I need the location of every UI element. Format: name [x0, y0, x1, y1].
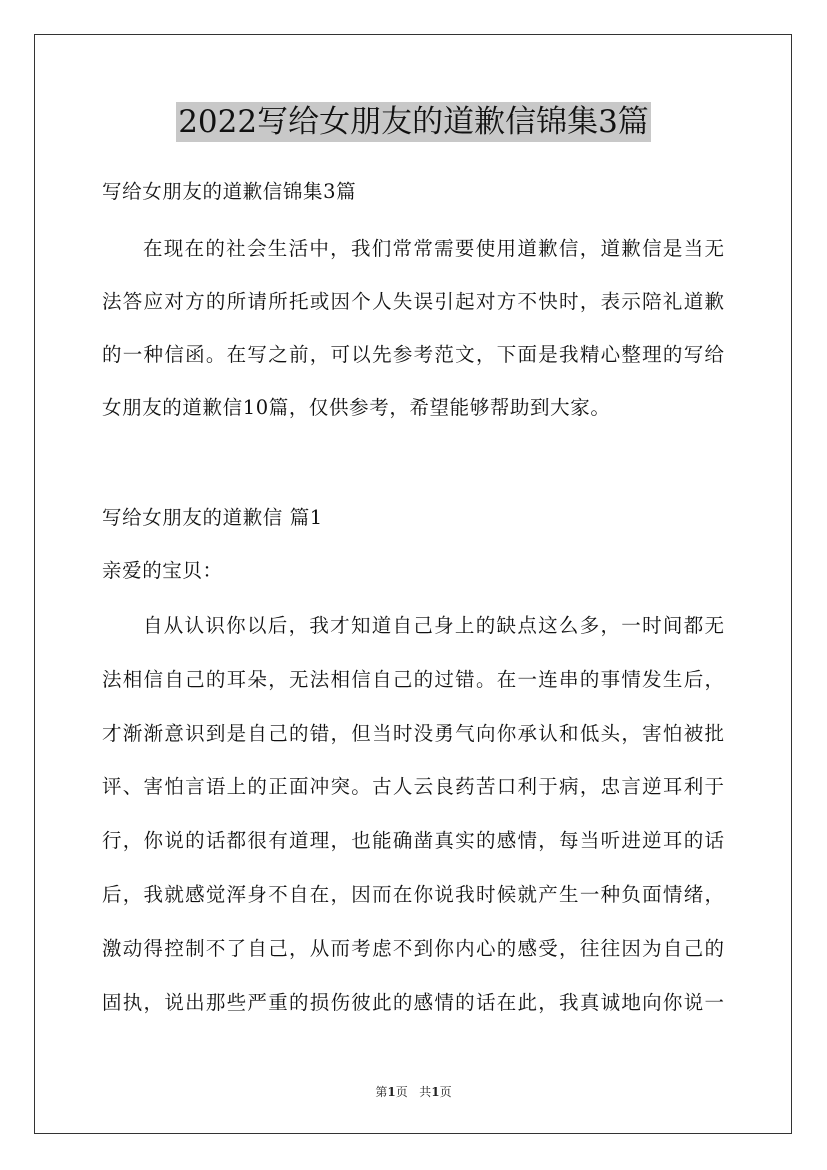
total-prefix: 共	[419, 1085, 432, 1099]
body-line-5: 行，你说的话都很有道理，也能确凿真实的感情，每当听进逆耳的话	[102, 829, 724, 852]
total-suffix: 页	[439, 1085, 452, 1099]
page-prefix: 第	[375, 1085, 388, 1099]
document-subtitle: 写给女朋友的道歉信锦集3篇	[102, 180, 357, 203]
intro-line-2: 法答应对方的所请所托或因个人失误引起对方不快时，表示陪礼道歉	[102, 290, 724, 313]
body-line-4: 评、害怕言语上的正面冲突。古人云良药苦口利于病，忠言逆耳利于	[102, 775, 724, 798]
body-line-7: 激动得控制不了自己，从而考虑不到你内心的感受，往往因为自己的	[102, 937, 724, 960]
section-heading: 写给女朋友的道歉信 篇1	[102, 506, 323, 529]
title-container	[0, 102, 827, 142]
body-line-3: 才渐渐意识到是自己的错，但当时没勇气向你承认和低头，害怕被批	[102, 722, 724, 745]
salutation: 亲爱的宝贝：	[102, 559, 223, 582]
body-line-1: 自从认识你以后，我才知道自己身上的缺点这么多，一时间都无	[143, 614, 724, 637]
document-title: 2022写给女朋友的道歉信锦集3篇	[178, 104, 649, 140]
body-line-6: 后，我就感觉浑身不自在，因而在你说我时候就产生一种负面情绪，	[102, 883, 724, 906]
total-pages: 1	[431, 1085, 440, 1099]
intro-line-1: 在现在的社会生活中，我们常常需要使用道歉信，道歉信是当无	[143, 237, 724, 260]
page-suffix: 页	[395, 1085, 408, 1099]
body-line-8: 固执，说出那些严重的损伤彼此的感情的话在此，我真诚地向你说一	[102, 991, 724, 1014]
intro-line-3: 的一种信函。在写之前，可以先参考范文，下面是我精心整理的写给	[102, 343, 724, 366]
page-footer	[0, 1083, 827, 1101]
page-number: 1	[387, 1085, 396, 1099]
body-line-2: 法相信自己的耳朵，无法相信自己的过错。在一连串的事情发生后，	[102, 668, 724, 691]
intro-line-4: 女朋友的道歉信10篇，仅供参考，希望能够帮助到大家。	[102, 396, 611, 419]
